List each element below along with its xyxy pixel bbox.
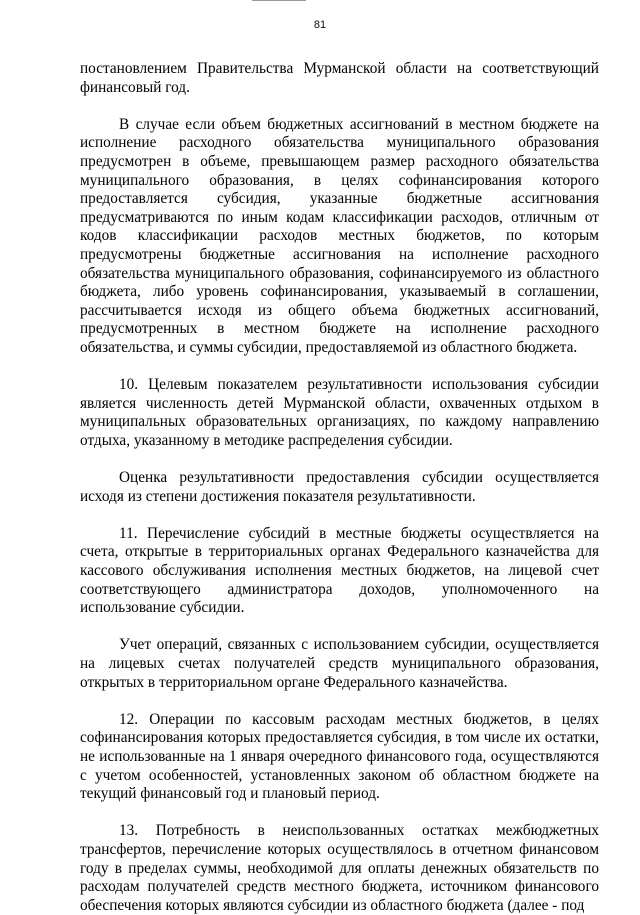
top-rule bbox=[252, 0, 306, 1]
paragraph-effectiveness-assessment: Оценка результативности предоставления субсидии осуществляется исходя из степени достижения показателя результативности. bbox=[80, 469, 599, 505]
paragraph-12-cash-operations: 12. Операции по кассовым расходам местных бюджетов, в целях софинансирования которых предоставляется субсидия, в том числе их остатки, не использованные на 1 января очередного финансового года, осуществляются с учетом особенностей, установленных законом об областном бюджете на текущий финансовый год и плановый период. bbox=[80, 710, 599, 803]
paragraph-continuation: постановлением Правительства Мурманской области на соответствующий финансовый год. bbox=[80, 60, 599, 96]
paragraph-budget-allocations: В случае если объем бюджетных ассигнований в местном бюджете на исполнение расходного обязательства муниципального образования предусмотрен в объеме, превышающем размер расходного обязательства муниципального образования, в целях софинансирования которого предоставляется субсидия, указанные бюджетные ассигнования предусматриваются по иным кодам классификации расходов, отличным от кодов классификации расходов местных бюджетов, по которым предусмотрены бюджетные ассигнования на исполнение расходного обязательства муниципального образования, софинансируемого из областного бюджета, либо уровень софинансирования, указываемый в соглашении, рассчитывается исходя из общего объема бюджетных ассигнований, предусмотренных в местном бюджете на исполнение расходного обязательства, и суммы субсидии, предоставляемой из областного бюджета. bbox=[80, 115, 599, 356]
document-body bbox=[80, 60, 599, 915]
paragraph-accounting: Учет операций, связанных с использованием субсидии, осуществляется на лицевых счетах получателей средств муниципального образования, открытых в территориальном органе Федерального казначейства. bbox=[80, 636, 599, 691]
paragraph-13-unused-balances: 13. Потребность в неиспользованных остатках межбюджетных трансфертов, перечисление которых осуществлялось в отчетном финансовом году в пределах суммы, необходимой для оплаты денежных обязательств по расходам получателей средств местного бюджета, источником финансового обеспечения которых являются субсидии из областного бюджета (далее - под bbox=[80, 822, 599, 914]
paragraph-11-transfer: 11. Перечисление субсидий в местные бюджеты осуществляется на счета, открытые в территориальных органах Федерального казначейства для кассового обслуживания исполнения местных бюджетов, на лицевой счет соответствующего администратора доходов, уполномоченного на использование субсидии. bbox=[80, 524, 599, 617]
paragraph-10-target-indicator: 10. Целевым показателем результативности использования субсидии является численность детей Мурманской области, охваченных отдыхом в муниципальных образовательных организациях, по каждому направлению отдыха, указанному в методике распределения субсидии. bbox=[80, 376, 599, 449]
page-number: 81 bbox=[313, 19, 327, 31]
